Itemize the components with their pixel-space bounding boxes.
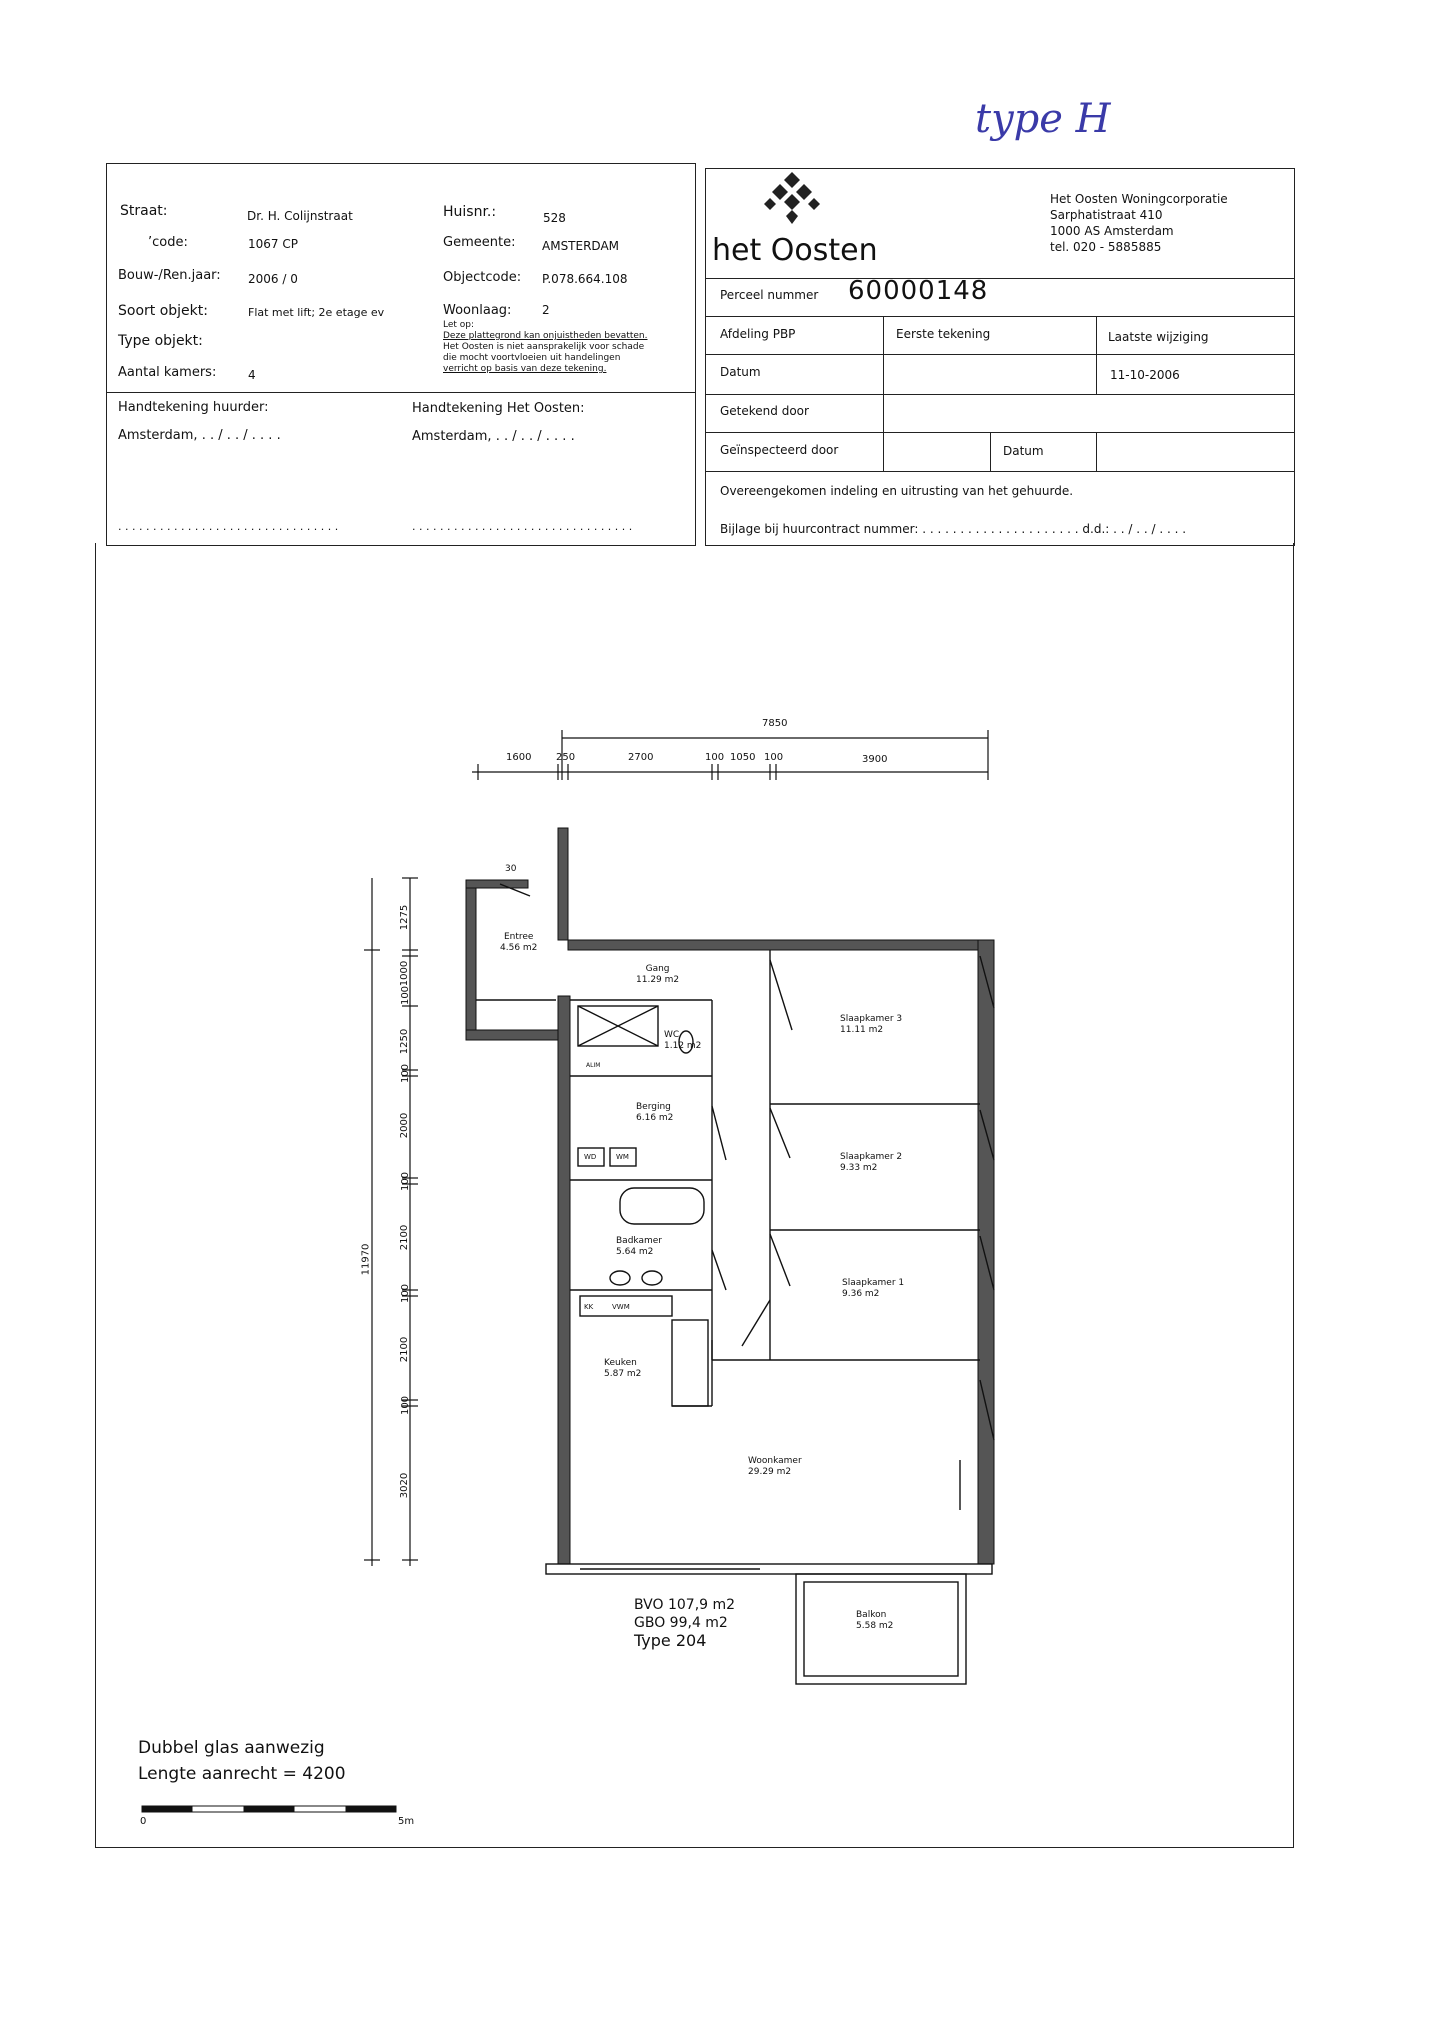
dim-top: 3900 bbox=[862, 754, 888, 765]
geinspecteerd-door-label: Geïnspecteerd door bbox=[720, 443, 839, 457]
dim-left: 100 bbox=[400, 1171, 412, 1192]
type-value: Type 204 bbox=[634, 1631, 707, 1650]
dim-left: 100 bbox=[400, 1063, 412, 1084]
dim-top: 1600 bbox=[506, 752, 532, 763]
dubbel-glas-note: Dubbel glas aanwezig bbox=[138, 1738, 325, 1758]
straat-value: Dr. H. Colijnstraat bbox=[247, 209, 353, 223]
woonlaag-value: 2 bbox=[542, 303, 550, 317]
scale-five: 5m bbox=[398, 1816, 415, 1827]
dim-small: 30 bbox=[505, 864, 517, 874]
fixture-wd: WD bbox=[584, 1153, 597, 1161]
dim-left: 1250 bbox=[399, 1028, 411, 1055]
objectcode-label: Objectcode: bbox=[443, 270, 522, 285]
room-gang: Gang 11.29 m2 bbox=[636, 964, 680, 985]
handtekening-oosten-label: Handtekening Het Oosten: bbox=[412, 401, 585, 416]
afdeling-label: Afdeling PBP bbox=[720, 327, 796, 341]
handtekening-huurder-label: Handtekening huurder: bbox=[118, 400, 269, 415]
laatste-wijziging-label: Laatste wijziging bbox=[1108, 330, 1209, 344]
gemeente-value: AMSTERDAM bbox=[542, 239, 620, 253]
perceel-label: Perceel nummer bbox=[720, 288, 819, 302]
logo-text: het Oosten bbox=[712, 233, 878, 268]
gbo-value: GBO 99,4 m2 bbox=[634, 1615, 728, 1631]
oosten-place: Amsterdam, . . / . . / . . . . bbox=[412, 429, 575, 444]
huisnr-label: Huisnr.: bbox=[443, 204, 497, 220]
kamers-value: 4 bbox=[248, 368, 256, 382]
letop-line: Het Oosten is niet aansprakelijk voor schade bbox=[443, 342, 645, 352]
datum2-label: Datum bbox=[1003, 444, 1044, 458]
scale-zero: 0 bbox=[140, 1816, 147, 1827]
datum-value: 11-10-2006 bbox=[1110, 368, 1180, 382]
dim-left: 2000 bbox=[399, 1112, 411, 1139]
fixture-kk: KK bbox=[584, 1303, 594, 1311]
objectcode-value: P.078.664.108 bbox=[542, 272, 628, 286]
overeengekomen-text: Overeengekomen indeling en uitrusting van het gehuurde. bbox=[720, 484, 1074, 498]
dim-top: 250 bbox=[556, 752, 576, 763]
dim-left: 1000 bbox=[399, 960, 411, 987]
dim-left: 3020 bbox=[399, 1472, 411, 1499]
bouwjaar-value: 2006 / 0 bbox=[248, 272, 298, 286]
kamers-label: Aantal kamers: bbox=[118, 365, 217, 380]
room-balkon: Balkon 5.58 m2 bbox=[856, 1610, 894, 1631]
fixture-alim: ALIM bbox=[586, 1062, 601, 1069]
dim-left: 1275 bbox=[399, 904, 411, 931]
letop-line: Deze plattegrond kan onjuistheden bevatten. bbox=[443, 331, 648, 341]
handwritten-type-note: type H bbox=[975, 96, 1111, 142]
org-line: tel. 020 - 5885885 bbox=[1050, 240, 1162, 254]
fixture-vwm: VWM bbox=[612, 1303, 630, 1311]
dim-left: 2100 bbox=[399, 1224, 411, 1251]
dim-left: 100 bbox=[400, 1395, 412, 1416]
soort-value: Flat met lift; 2e etage ev bbox=[248, 306, 385, 319]
dim-top: 2700 bbox=[628, 752, 654, 763]
soort-label: Soort objekt: bbox=[118, 303, 208, 319]
bvo-value: BVO 107,9 m2 bbox=[634, 1597, 736, 1613]
woonlaag-label: Woonlaag: bbox=[443, 303, 512, 318]
bijlage-text: Bijlage bij huurcontract nummer: . . . . . . . . . . . . . . . . . . . . . d.d.: . . / . . / . . . . bbox=[720, 522, 1187, 536]
room-slaapkamer-1: Slaapkamer 1 9.36 m2 bbox=[842, 1278, 905, 1299]
dim-left: 100 bbox=[400, 1283, 412, 1304]
dim-left: 2100 bbox=[399, 1336, 411, 1363]
letop-line: verricht op basis van deze tekening. bbox=[443, 364, 607, 374]
org-line: 1000 AS Amsterdam bbox=[1050, 224, 1174, 238]
getekend-door-label: Getekend door bbox=[720, 404, 809, 418]
dim-top: 100 bbox=[764, 752, 784, 763]
huurder-place: Amsterdam, . . / . . / . . . . bbox=[118, 428, 281, 443]
letop-title: Let op: bbox=[443, 320, 475, 330]
postcode-value: 1067 CP bbox=[248, 237, 298, 251]
dim-top: 100 bbox=[705, 752, 725, 763]
dim-left: 100 bbox=[400, 985, 412, 1006]
dim-top: 1050 bbox=[730, 752, 756, 763]
room-wc: WC 1.12 m2 bbox=[664, 1030, 702, 1051]
straat-label: Straat: bbox=[120, 203, 168, 219]
room-keuken: Keuken 5.87 m2 bbox=[604, 1358, 642, 1379]
huisnr-value: 528 bbox=[543, 211, 566, 225]
org-line: Sarphatistraat 410 bbox=[1050, 208, 1163, 222]
postcode-label: ’code: bbox=[148, 235, 188, 250]
room-badkamer: Badkamer 5.64 m2 bbox=[616, 1236, 662, 1257]
eerste-tekening-label: Eerste tekening bbox=[896, 327, 991, 341]
type-objekt-label: Type objekt: bbox=[118, 333, 203, 349]
dim-top-total: 7850 bbox=[762, 718, 788, 729]
perceel-number: 60000148 bbox=[848, 276, 989, 306]
area-summary bbox=[634, 1596, 735, 1650]
lengte-aanrecht-note: Lengte aanrecht = 4200 bbox=[138, 1764, 346, 1784]
org-line: Het Oosten Woningcorporatie bbox=[1050, 192, 1228, 206]
datum-label: Datum bbox=[720, 365, 761, 379]
oosten-signature-line: . . . . . . . . . . . . . . . . . . . . . . . . . . . . . . . . bbox=[412, 520, 633, 533]
letop-line: die mocht voortvloeien uit handelingen bbox=[443, 353, 621, 363]
room-slaapkamer-3: Slaapkamer 3 11.11 m2 bbox=[840, 1014, 903, 1035]
bouwjaar-label: Bouw-/Ren.jaar: bbox=[118, 268, 221, 283]
room-woonkamer: Woonkamer 29.29 m2 bbox=[748, 1456, 802, 1477]
room-berging: Berging 6.16 m2 bbox=[636, 1102, 674, 1123]
room-slaapkamer-2: Slaapkamer 2 9.33 m2 bbox=[840, 1152, 903, 1173]
dim-left-total: 11970 bbox=[360, 1243, 372, 1276]
room-entree: Entree 4.56 m2 bbox=[500, 932, 538, 953]
huurder-signature-line: . . . . . . . . . . . . . . . . . . . . . . . . . . . . . . . . bbox=[118, 520, 339, 533]
fixture-wm: WM bbox=[616, 1153, 629, 1161]
gemeente-label: Gemeente: bbox=[443, 235, 516, 250]
